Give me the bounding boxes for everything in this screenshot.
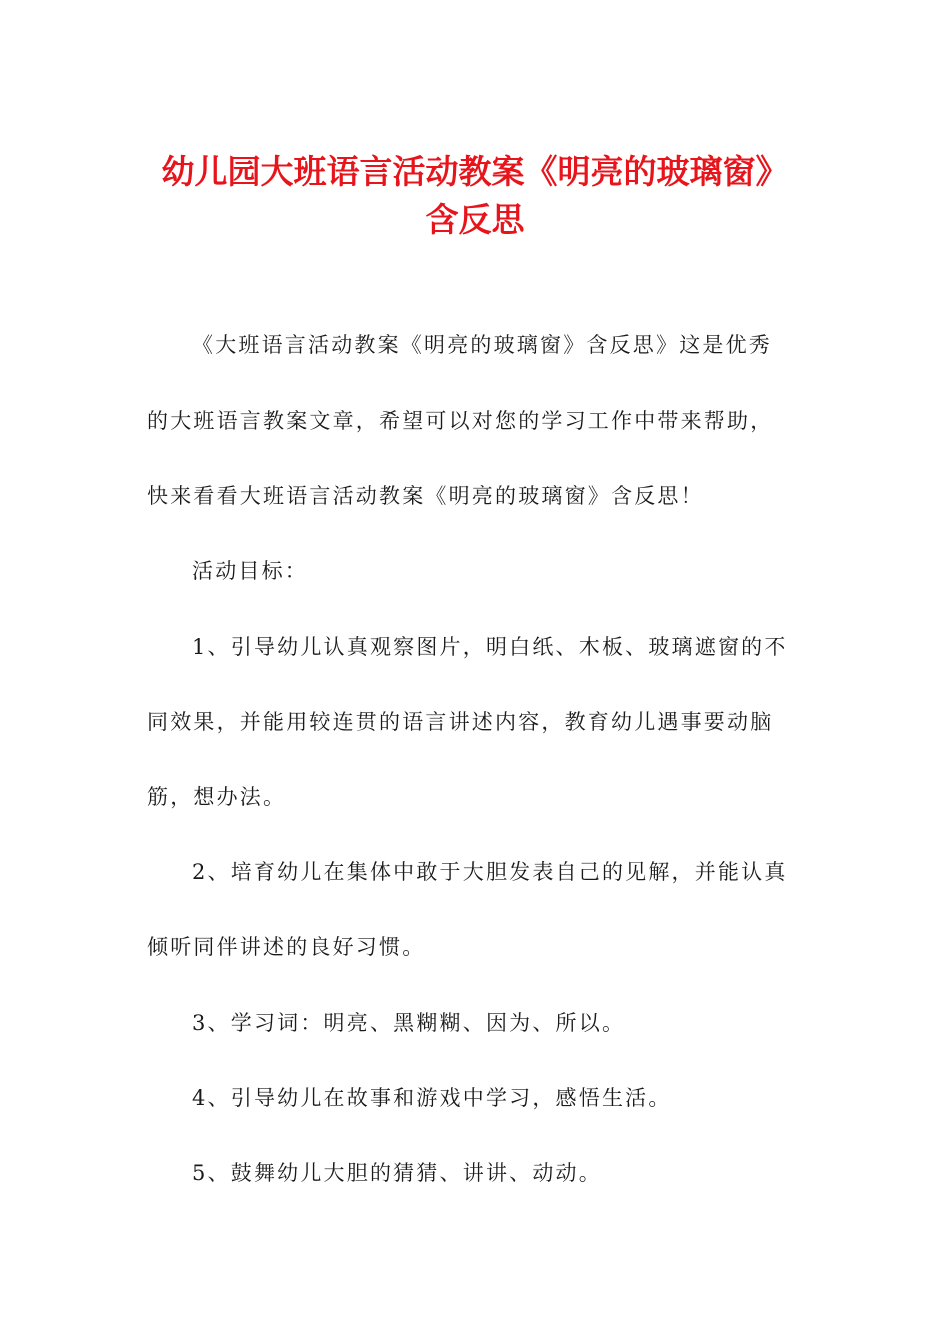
goal-1-line-3: 筋，想办法。 <box>147 785 287 809</box>
intro-line-2: 的大班语言教案文章，希望可以对您的学习工作中带来帮助， <box>147 409 774 433</box>
intro-line-1: 《大班语言活动教案《明亮的玻璃窗》含反思》这是优秀 <box>192 333 772 357</box>
goal-2-line-1: 2、培育幼儿在集体中敢于大胆发表自己的见解，并能认真 <box>192 860 788 884</box>
goal-3: 3、学习词：明亮、黑糊糊、因为、所以。 <box>192 1011 626 1035</box>
document-title-line-2: 含反思 <box>425 200 525 239</box>
goal-4: 4、引导幼儿在故事和游戏中学习，感悟生活。 <box>192 1086 672 1110</box>
intro-line-3: 快来看看大班语言活动教案《明亮的玻璃窗》含反思！ <box>147 484 704 508</box>
goal-1-line-2: 同效果，并能用较连贯的语言讲述内容，教育幼儿遇事要动脑 <box>147 710 774 734</box>
document-title-line-1: 幼儿园大班语言活动教案《明亮的玻璃窗》 <box>161 152 789 191</box>
goals-heading: 活动目标： <box>192 559 308 583</box>
goal-2-line-2: 倾听同伴讲述的良好习惯。 <box>147 935 426 959</box>
goal-5: 5、鼓舞幼儿大胆的猜猜、讲讲、动动。 <box>192 1161 602 1185</box>
goal-1-line-1: 1、引导幼儿认真观察图片，明白纸、木板、玻璃遮窗的不 <box>192 635 788 659</box>
